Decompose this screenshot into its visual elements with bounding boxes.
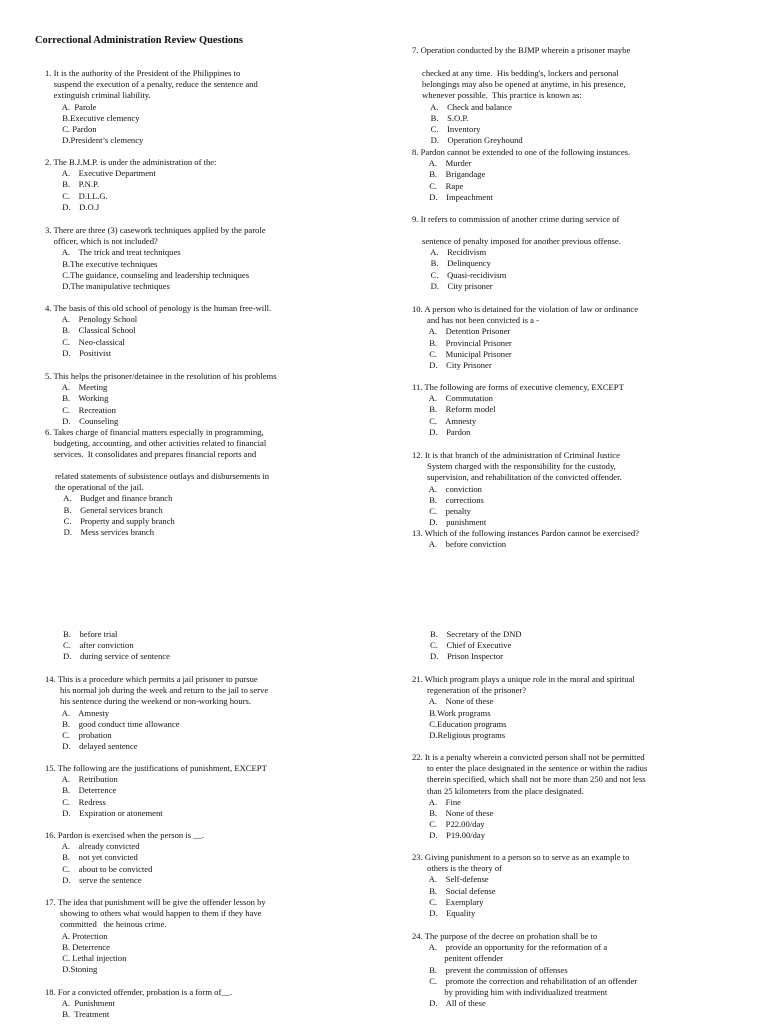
text-line: B. prevent the commission of offenses (412, 964, 568, 975)
text-line: B. Secretary of the DND (430, 629, 522, 639)
question-21 (412, 674, 635, 741)
text-line: D.Stoning (45, 964, 98, 975)
text-line: A. Detention Prisoner (412, 326, 511, 337)
text-line: A. Meeting (45, 382, 108, 393)
text-line: penitent offender (412, 953, 504, 964)
text-line: 23. Giving punishment to a person so to serve as an example to (412, 852, 630, 862)
text-line: A. Commutation (412, 393, 493, 404)
question-6-part-1 (45, 427, 266, 461)
question-9-part-1 (412, 214, 619, 225)
text-line: A. Budget and finance branch (55, 493, 173, 504)
text-line: C. Property and supply branch (55, 515, 175, 526)
text-line: D. punishment (412, 517, 487, 528)
text-line: C. Amnesty (412, 415, 477, 426)
text-line: by providing him with individualized treatment (412, 987, 608, 998)
text-line: C. Quasi-recidivism (422, 269, 507, 280)
text-line: B. Deterrence (45, 941, 110, 952)
text-line: suspend the execution of a penalty, reduce the sentence and (45, 79, 258, 90)
text-line: D. Operation Greyhound (422, 135, 523, 146)
text-line: 21. Which program plays a unique role in the moral and spiritual (412, 674, 635, 684)
text-line: A. conviction (412, 483, 482, 494)
text-line: the operational of the jail. (55, 482, 144, 493)
text-line: D. P19.00/day (412, 830, 486, 841)
question-15 (45, 763, 267, 819)
question-20-options (430, 629, 522, 663)
text-line: C. Exemplary (412, 896, 484, 907)
page-title: Correctional Administration Review Questions (35, 35, 243, 46)
text-line: System charged with the responsibility for the custody, (412, 461, 616, 472)
text-line: 10. A person who is detained for the violation of law or ordinance (412, 304, 639, 314)
text-line: whenever possible. This practice is known as: (422, 90, 582, 101)
text-line: D. Pardon (412, 426, 471, 437)
text-line: C. probation (45, 730, 112, 741)
text-line: services. It consolidates and prepares financial reports and (45, 449, 257, 460)
text-line: 6. Takes charge of financial matters especially in programming, (45, 427, 264, 437)
text-line: B. General services branch (55, 504, 163, 515)
text-line: C. Redress (45, 796, 106, 807)
question-16 (45, 830, 204, 886)
text-line: related statements of subsistence outlays and disbursements in (55, 471, 270, 481)
question-17 (45, 897, 266, 975)
question-18 (45, 987, 232, 1021)
question-1 (45, 68, 258, 146)
text-line: 11. The following are forms of executive clemency, EXCEPT (412, 382, 624, 392)
text-line: C. Chief of Executive (430, 640, 512, 651)
text-line: D. during service of sentence (63, 651, 170, 662)
text-line: showing to others what would happen to them if they have (45, 908, 262, 919)
text-line: D. D.O.J (45, 201, 100, 212)
text-line: C. Rape (412, 180, 464, 191)
text-line: 15. The following are the justifications of punishment, EXCEPT (45, 763, 267, 773)
question-2 (45, 157, 216, 213)
question-4 (45, 303, 271, 359)
text-line: C.Education programs (412, 718, 507, 729)
text-line: B.Work programs (412, 707, 491, 718)
text-line: D. City Prisoner (412, 360, 492, 371)
text-line: C. Lethal injection (45, 953, 127, 964)
question-14 (45, 674, 268, 752)
text-line: his normal job during the week and return to the jail to serve (45, 685, 269, 696)
text-line: officer, which is not included? (45, 236, 158, 247)
text-line: committed the heinous crime. (45, 919, 167, 930)
text-line: B. Treatment (45, 1009, 110, 1020)
text-line: A. Recidivism (422, 247, 487, 258)
text-line: D. Counseling (45, 415, 119, 426)
text-line: A. The trick and treat techniques (45, 247, 181, 258)
question-24 (412, 931, 637, 1009)
text-line: A. None of these (412, 696, 494, 707)
question-9-part-2 (422, 236, 621, 292)
text-line: D. Impeachment (412, 191, 493, 202)
text-line: B. S.O.P. (422, 112, 469, 123)
text-line: 18. For a convicted offender, probation is a form of__. (45, 987, 233, 997)
text-line: D. Positivist (45, 347, 112, 358)
question-13 (412, 528, 639, 550)
text-line: A. Parole (45, 101, 97, 112)
text-line: 4. The basis of this old school of penology is the human free-will. (45, 303, 272, 313)
text-line: 3. There are three (3) casework techniques applied by the parole (45, 225, 266, 235)
text-line: B. Deterrence (45, 785, 117, 796)
question-7-part-2 (422, 68, 626, 146)
text-line: his sentence during the weekend or non-working hours. (45, 696, 251, 707)
text-line: C. after conviction (63, 640, 134, 651)
text-line: 24. The purpose of the decree on probation shall be to (412, 931, 598, 941)
text-line: B. None of these (412, 808, 494, 819)
question-7-part-1 (412, 45, 630, 56)
question-13-options (63, 629, 170, 663)
text-line: sentence of penalty imposed for another previous offense. (422, 236, 621, 246)
text-line: 16. Pardon is exercised when the person is __. (45, 830, 204, 840)
text-line: D. Mess services branch (55, 527, 155, 538)
question-22 (412, 752, 647, 842)
question-12 (412, 450, 622, 528)
text-line: D. Equality (412, 908, 476, 919)
text-line: A. Fine (412, 796, 461, 807)
question-6-part-2 (55, 471, 269, 538)
text-line: B. Reform model (412, 404, 496, 415)
text-line: B. P.N.P. (45, 179, 99, 190)
text-line: B. not yet convicted (45, 852, 138, 863)
text-line: C. P22.00/day (412, 819, 485, 830)
text-line: C.The guidance, counseling and leadership techniques (45, 269, 250, 280)
text-line: 1. It is the authority of the President of the Philippines to (45, 68, 241, 78)
text-line: belongings may also be opened at anytime, in his presence, (422, 79, 626, 90)
text-line: C. promote the correction and rehabilitation of an offender (412, 975, 638, 986)
text-line: 12. It is that branch of the administration of Criminal Justice (412, 450, 620, 460)
text-line: A. Protection (45, 930, 108, 941)
question-10 (412, 304, 638, 371)
text-line: C. Inventory (422, 124, 481, 135)
text-line: others is the theory of (412, 863, 502, 874)
text-line: 14. This is a procedure which permits a jail prisoner to pursue (45, 674, 258, 684)
text-line: to enter the place designated in the sentence or within the radius (412, 763, 648, 774)
text-line: regeneration of the prisoner? (412, 685, 527, 696)
question-3 (45, 225, 266, 292)
text-line: D. City prisoner (422, 280, 493, 291)
text-line: therein specified, which shall not be more than 250 and not less (412, 774, 646, 785)
text-line: B. Classical School (45, 325, 136, 336)
text-line: B. good conduct time allowance (45, 718, 180, 729)
text-line: C. Recreation (45, 404, 116, 415)
text-line: budgeting, accounting, and other activities related to financial (45, 438, 267, 449)
text-line: 9. It refers to commission of another crime during service of (412, 214, 620, 224)
text-line: D.The manipulative techniques (45, 281, 170, 292)
text-line: A. Self-defense (412, 874, 489, 885)
text-line: B. before trial (63, 629, 118, 639)
text-line: B. Provincial Prisoner (412, 337, 512, 348)
text-line: 17. The idea that punishment will be give the offender lesson by (45, 897, 266, 907)
text-line: A. already convicted (45, 841, 140, 852)
text-line: A. Penology School (45, 314, 138, 325)
text-line: D. Expiration or atonement (45, 807, 163, 818)
text-line: B. corrections (412, 494, 484, 505)
text-line: 8. Pardon cannot be extended to one of the following instances. (412, 147, 631, 157)
text-line: 7. Operation conducted by the BJMP wherein a prisoner maybe (412, 45, 631, 55)
text-line: D. serve the sentence (45, 874, 142, 885)
text-line: B. Working (45, 393, 109, 404)
text-line: and has not been convicted is a - (412, 315, 539, 326)
text-line: A. Amnesty (45, 707, 110, 718)
text-line: B.The executive techniques (45, 258, 158, 269)
text-line: D.President’s clemency (45, 135, 144, 146)
text-line: B.Executive clemency (45, 112, 140, 123)
text-line: C. Pardon (45, 124, 97, 135)
text-line: A. Executive Department (45, 168, 156, 179)
text-line: D.Religious programs (412, 730, 506, 741)
question-23 (412, 852, 629, 919)
text-line: supervision, and rehabilitation of the convicted offender. (412, 472, 622, 483)
text-line: B. Social defense (412, 885, 496, 896)
text-line: checked at any time. His bedding's, lockers and personal (422, 68, 619, 78)
text-line: B. Brigandage (412, 169, 486, 180)
text-line: C. Municipal Prisoner (412, 348, 512, 359)
text-line: A. Check and balance (422, 101, 512, 112)
text-line: A. provide an opportunity for the reformation of a (412, 942, 608, 953)
text-line: C. D.I.L.G. (45, 190, 108, 201)
question-5 (45, 371, 277, 427)
text-line: A. Murder (412, 158, 472, 169)
text-line: C. about to be convicted (45, 863, 153, 874)
question-8 (412, 147, 630, 203)
text-line: A. Retribution (45, 774, 118, 785)
text-line: B. Delinquency (422, 258, 491, 269)
text-line: D. Prison Inspector (430, 651, 504, 662)
text-line: D. delayed sentence (45, 741, 138, 752)
question-11 (412, 382, 624, 438)
text-line: C. Neo-classical (45, 336, 125, 347)
text-line: 2. The B.J.M.P. is under the administration of the: (45, 157, 217, 167)
text-line: D. All of these (412, 998, 486, 1009)
text-line: 5. This helps the prisoner/detainee in the resolution of his problems (45, 371, 277, 381)
text-line: C. penalty (412, 506, 471, 517)
text-line: than 25 kilometers from the place designated. (412, 785, 584, 796)
text-line: 13. Which of the following instances Pardon cannot be exercised? (412, 528, 640, 538)
text-line: extinguish criminal liability. (45, 90, 151, 101)
text-line: 22. It is a penalty wherein a convicted person shall not be permitted (412, 752, 645, 762)
text-line: A. before conviction (412, 539, 507, 550)
text-line: A. Punishment (45, 998, 115, 1009)
